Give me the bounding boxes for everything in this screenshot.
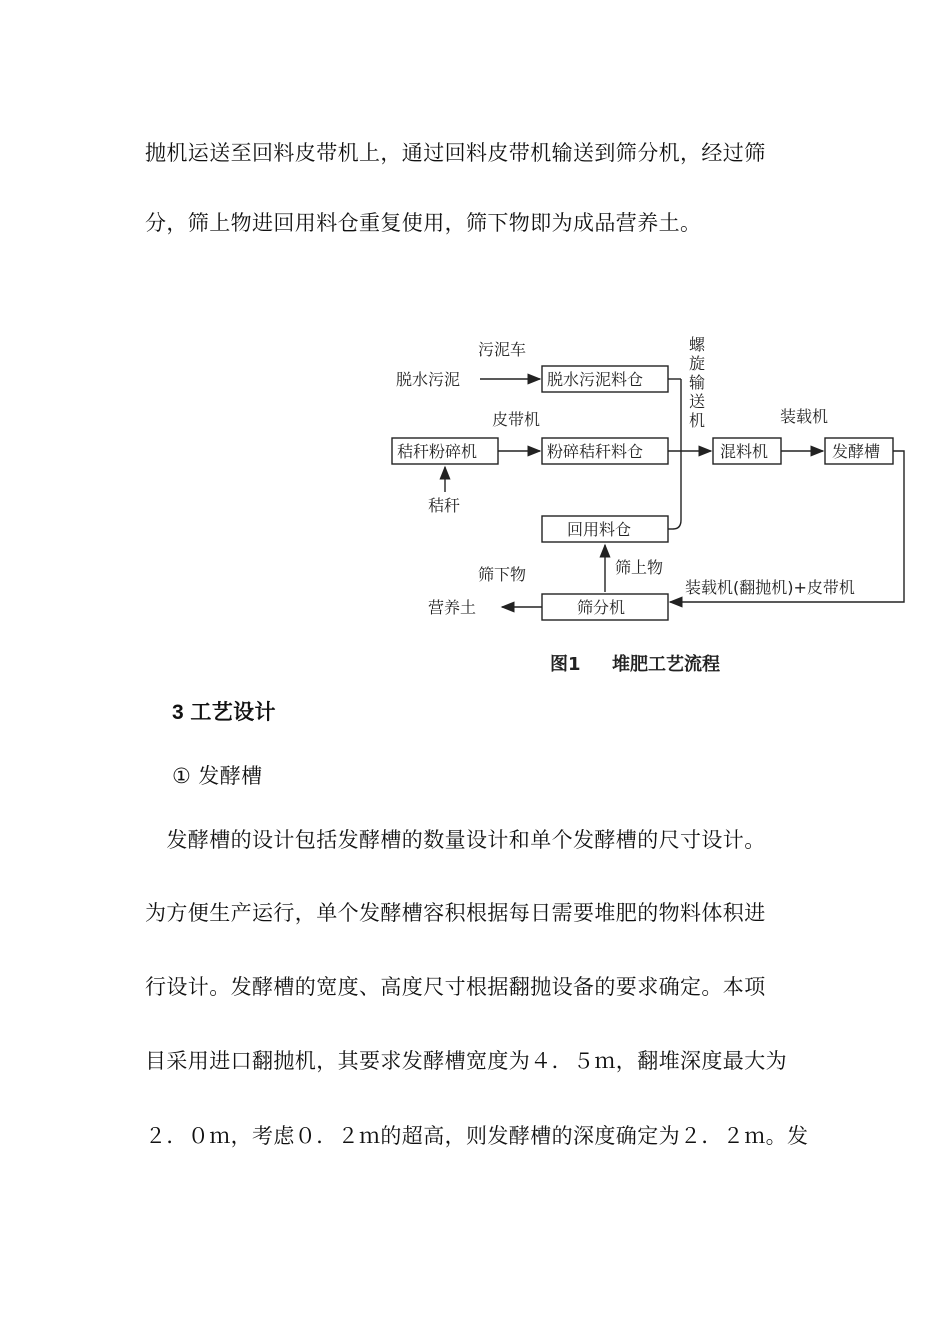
label-undersize: 筛下物: [478, 565, 527, 584]
node-return-bin: 回用料仓: [567, 520, 632, 539]
subheading: ① 发酵槽: [172, 764, 263, 788]
node-dewatered-sludge: 脱水污泥: [396, 370, 461, 389]
label-belt-conveyor: 皮带机: [492, 410, 541, 429]
label-oversize: 筛上物: [615, 558, 664, 577]
node-sludge-bin: 脱水污泥料仓: [547, 370, 644, 389]
body-line: 行设计。发酵槽的宽度、高度尺寸根据翻抛设备的要求确定。本项: [145, 975, 766, 999]
body-line: 为方便生产运行，单个发酵槽容积根据每日需要堆肥的物料体积进: [145, 901, 766, 925]
label-screw-5: 机: [689, 411, 706, 430]
node-crushed-straw-bin: 粉碎秸秆料仓: [547, 442, 644, 461]
label-loader: 装载机: [780, 407, 829, 426]
node-screen: 筛分机: [577, 598, 626, 617]
node-fermentation-tank: 发酵槽: [832, 442, 881, 461]
node-nutrient-soil: 营养土: [428, 598, 477, 617]
label-screw-4: 送: [689, 392, 706, 411]
label-screw-2: 旋: [689, 354, 706, 373]
line-screw-corner: [673, 520, 681, 529]
section-heading: 3 工艺设计: [172, 701, 276, 724]
body-line: ２．０ｍ，考虑０．２ｍ的超高，则发酵槽的深度确定为２．２ｍ。发: [145, 1124, 809, 1148]
label-screw-1: 螺: [689, 335, 706, 354]
label-screw-3: 输: [689, 373, 706, 392]
figure-caption-text: 堆肥工艺流程: [612, 654, 720, 675]
node-straw: 秸秆: [428, 496, 461, 515]
body-line: 目采用进口翻抛机，其要求发酵槽宽度为４．５ｍ，翻堆深度最大为: [145, 1049, 787, 1073]
composting-process-flow-diagram: [380, 330, 920, 690]
body-line: 发酵槽的设计包括发酵槽的数量设计和单个发酵槽的尺寸设计。: [145, 828, 766, 852]
label-loader-turner-belt: 装载机(翻抛机)+皮带机: [685, 578, 855, 597]
node-straw-crusher: 秸秆粉碎机: [397, 442, 478, 461]
figure-caption-number: 图1: [550, 654, 581, 675]
intro-line: 分，筛上物进回用料仓重复使用，筛下物即为成品营养土。: [145, 211, 702, 235]
intro-line: 抛机运送至回料皮带机上，通过回料皮带机输送到筛分机，经过筛: [145, 141, 766, 165]
label-sludge-truck: 污泥车: [478, 340, 527, 359]
node-mixer: 混料机: [720, 442, 769, 461]
